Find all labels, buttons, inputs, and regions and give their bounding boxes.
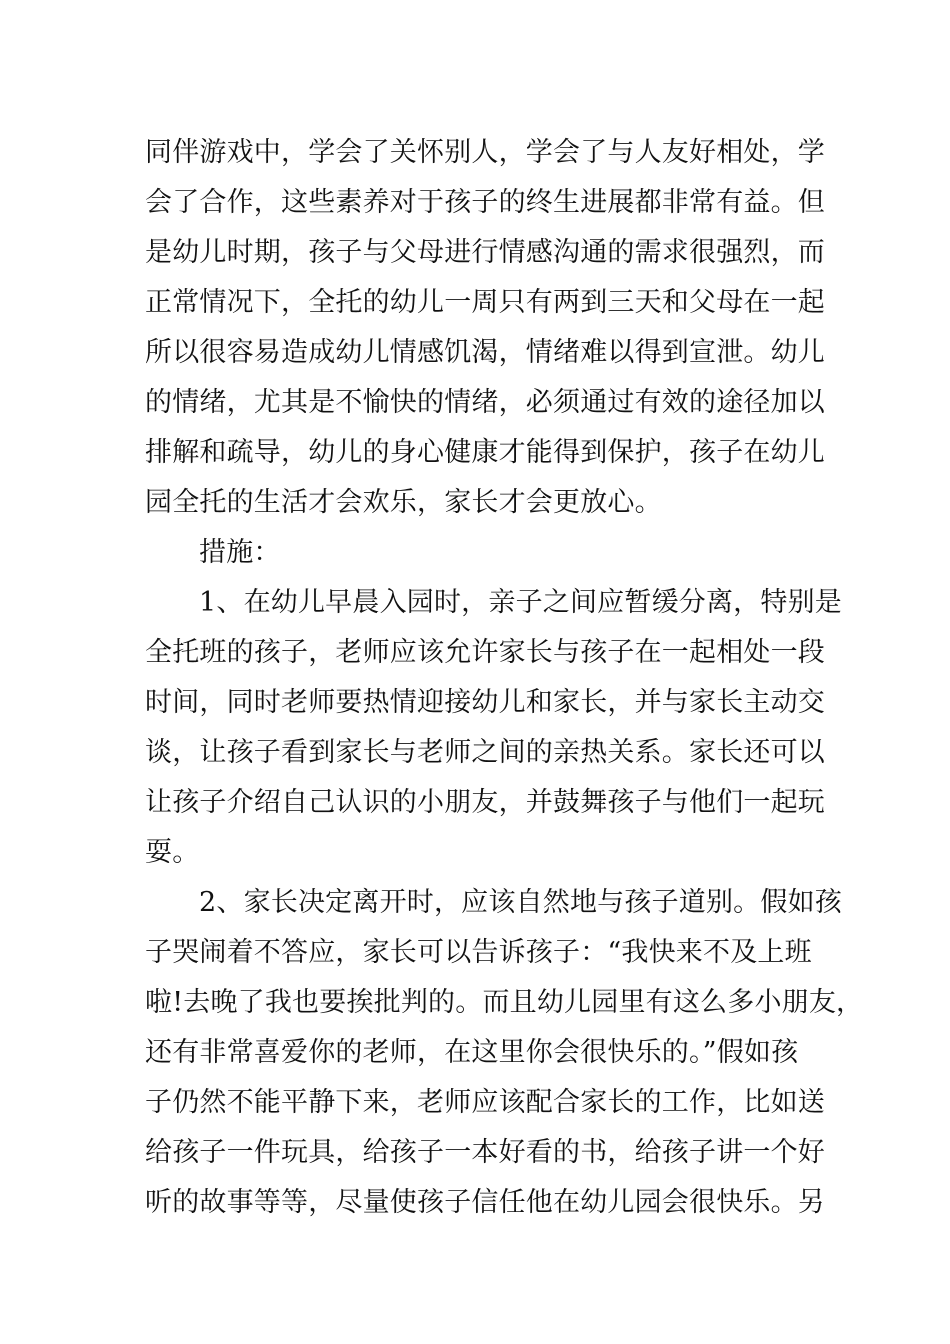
text-line: 的情绪，尤其是不愉快的情绪，必须通过有效的途径加以 [145, 387, 825, 418]
text-line: 还有非常喜爱你的老师，在这里你会很快乐的。”假如孩 [145, 1037, 799, 1068]
text-line: 全托班的孩子，老师应该允许家长与孩子在一起相处一段 [145, 637, 825, 668]
text-line: 让孩子介绍自己认识的小朋友，并鼓舞孩子与他们一起玩 [145, 787, 825, 818]
text-line: 耍。 [145, 837, 200, 868]
text-line: 子哭闹着不答应，家长可以告诉孩子：“我快来不及上班 [145, 937, 812, 968]
text-line: 所以很容易造成幼儿情感饥渴，情绪难以得到宣泄。幼儿 [145, 337, 825, 368]
text-line: 时间，同时老师要热情迎接幼儿和家长，并与家长主动交 [145, 687, 825, 718]
text-line: 谈，让孩子看到家长与老师之间的亲热关系。家长还可以 [145, 737, 825, 768]
text-line: 1、在幼儿早晨入园时，亲子之间应暂缓分离，特别是 [199, 587, 842, 618]
text-line: 同伴游戏中，学会了关怀别人，学会了与人友好相处，学 [145, 137, 825, 168]
body-text [145, 128, 864, 1228]
text-line: 是幼儿时期，孩子与父母进行情感沟通的需求很强烈，而 [145, 237, 825, 268]
text-line: 会了合作，这些素养对于孩子的终生进展都非常有益。但 [145, 187, 825, 218]
text-line: 正常情况下，全托的幼儿一周只有两到三天和父母在一起 [145, 287, 825, 318]
text-line: 啦!去晚了我也要挨批判的。而且幼儿园里有这么多小朋友， [145, 987, 864, 1018]
text-line: 子仍然不能平静下来，老师应该配合家长的工作，比如送 [145, 1087, 825, 1118]
text-line: 2、家长决定离开时，应该自然地与孩子道别。假如孩 [199, 887, 842, 918]
text-line: 园全托的生活才会欢乐，家长才会更放心。 [145, 487, 662, 518]
text-line: 措施： [199, 537, 281, 568]
text-line: 排解和疏导，幼儿的身心健康才能得到保护，孩子在幼儿 [145, 437, 825, 468]
text-line: 听的故事等等，尽量使孩子信任他在幼儿园会很快乐。另 [145, 1187, 825, 1218]
text-line: 给孩子一件玩具，给孩子一本好看的书，给孩子讲一个好 [145, 1137, 825, 1168]
